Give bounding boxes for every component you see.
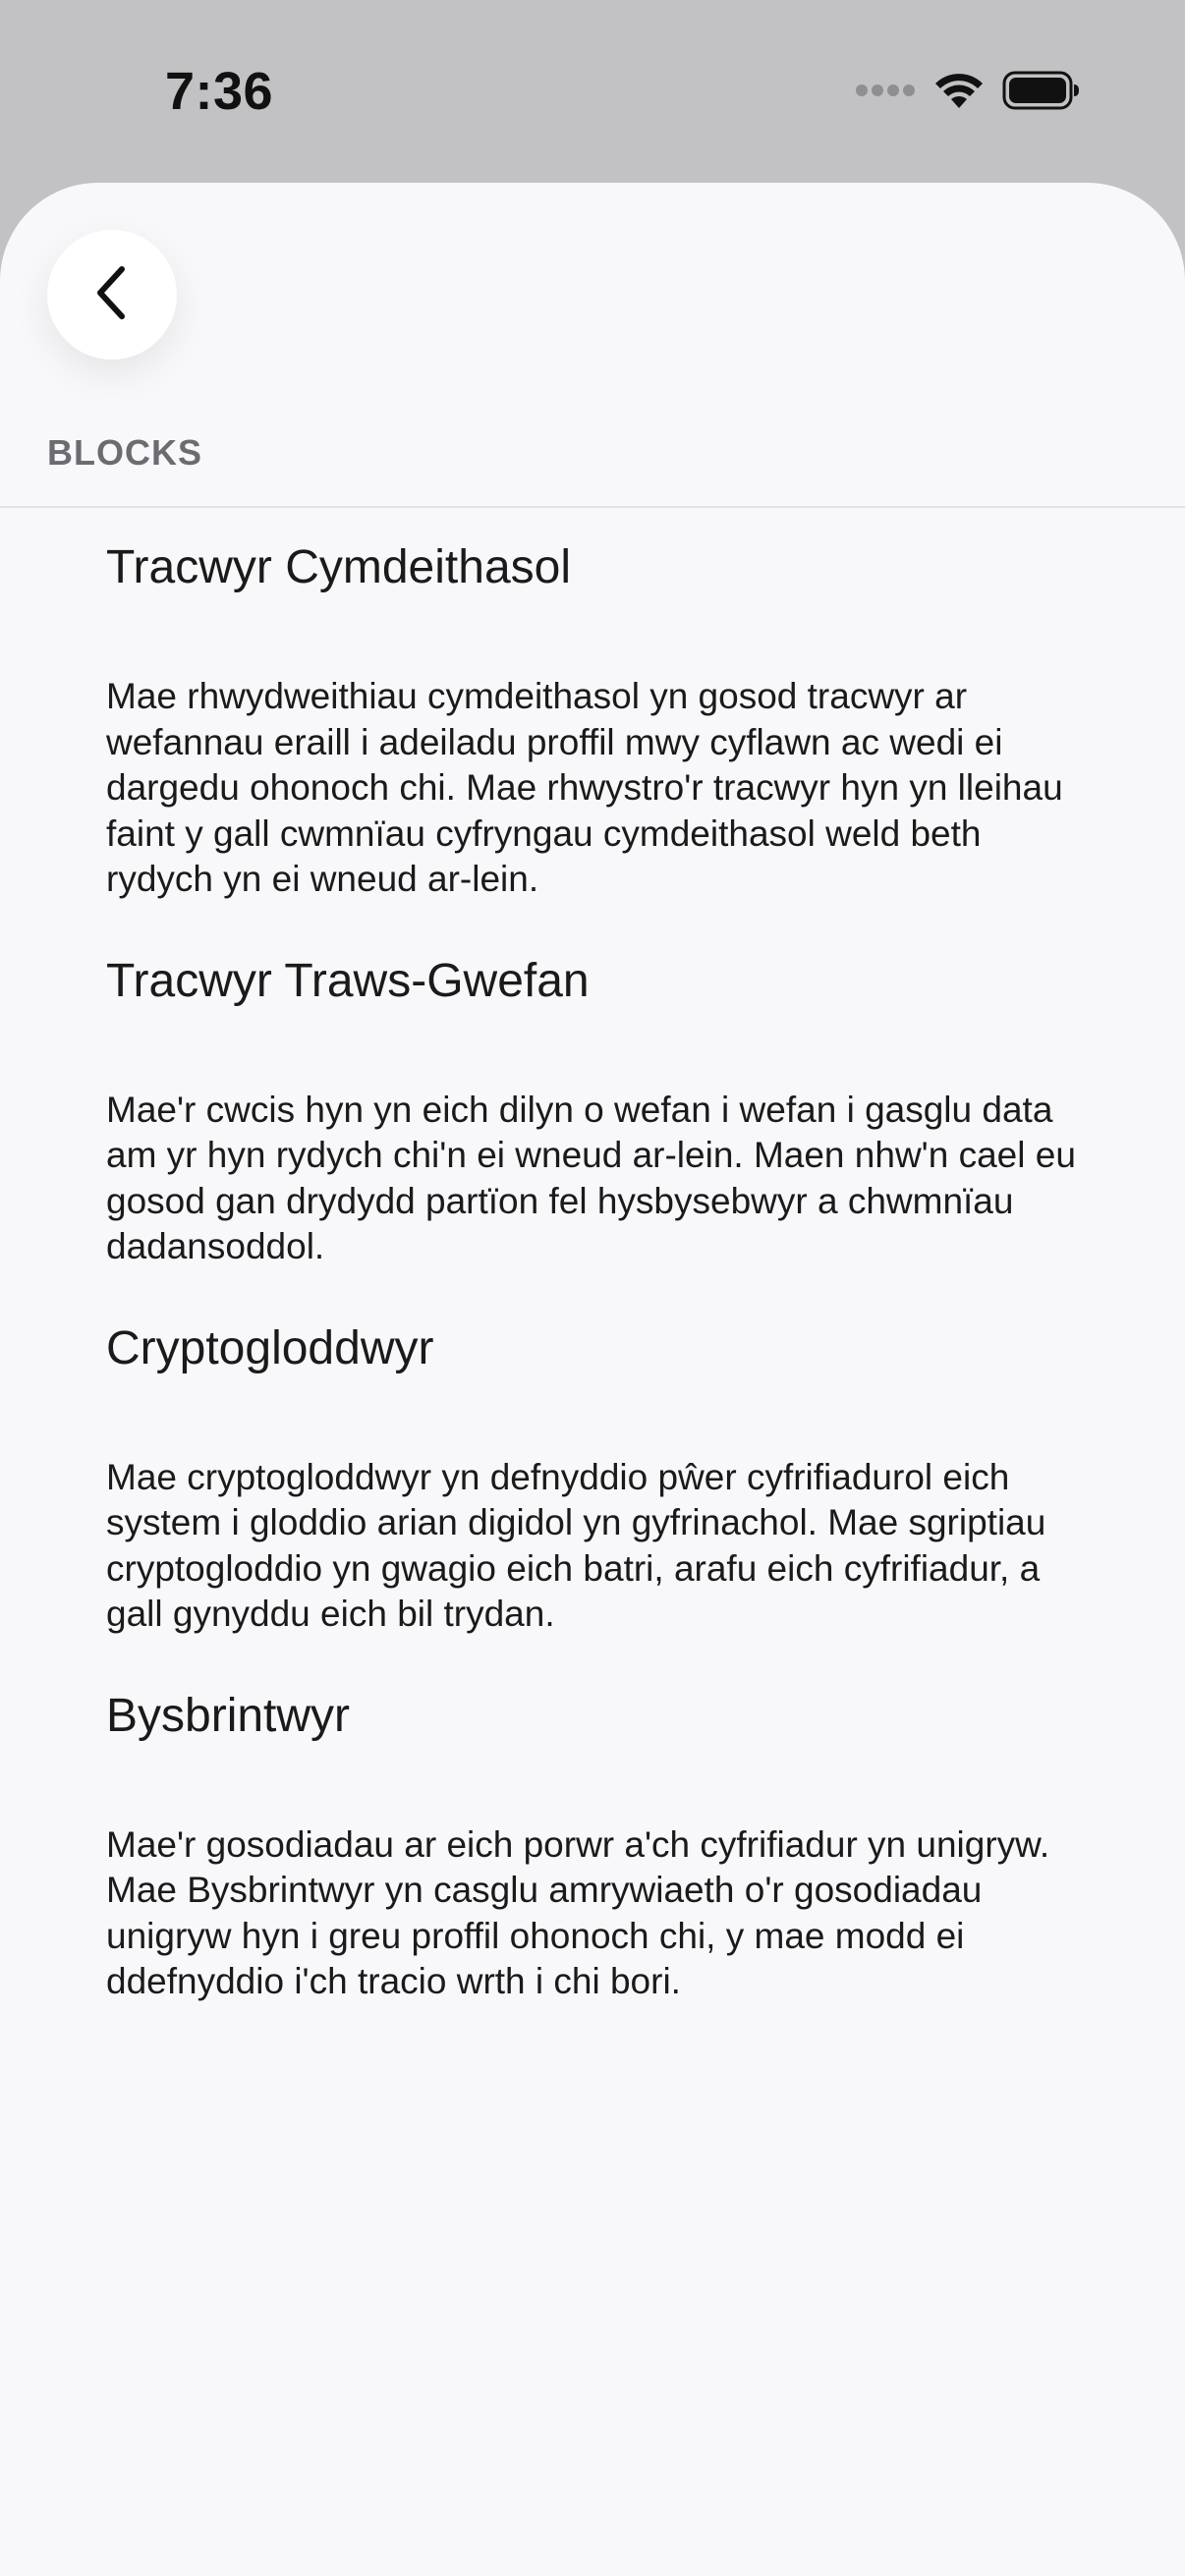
divider <box>0 506 1185 508</box>
status-bar <box>0 0 1185 183</box>
back-button[interactable] <box>47 230 177 360</box>
blocks-sheet <box>0 183 1185 2576</box>
wifi-icon <box>933 71 985 115</box>
battery-icon <box>1002 71 1081 115</box>
block-description: Mae'r cwcis hyn yn eich dilyn o wefan i wefan i gasglu data am yr hyn rydych chi'n ei wneud ar-lein. Maen nhw'n cael eu gosod gan drydydd partïon fel hysbysebwyr a chwmnïau dadansoddol. <box>106 1089 1076 1266</box>
block-description: Mae rhwydweithiau cymdeithasol yn gosod tracwyr ar wefannau eraill i adeiladu proffil mwy cyflawn ac wedi ei dargedu ohonoch chi. Mae rhwystro'r tracwyr hyn yn lleihau faint y gall cwmnïau cyfryngau cymdeithasol weld beth rydych yn ei wneud ar-lein. <box>106 676 1063 899</box>
block-item <box>106 1317 1089 1638</box>
section-header: BLOCKS <box>47 432 202 473</box>
block-item <box>106 1685 1089 2005</box>
block-title: Bysbrintwyr <box>106 1689 351 1742</box>
blocks-list <box>106 536 1089 2052</box>
status-time: 7:36 <box>165 62 274 121</box>
block-item <box>106 950 1089 1270</box>
cellular-signal-icon <box>855 83 916 103</box>
block-title: Tracwyr Cymdeithasol <box>106 541 571 593</box>
status-icons <box>855 71 1081 115</box>
block-title: Cryptogloddwyr <box>106 1321 434 1374</box>
block-title: Tracwyr Traws-Gwefan <box>106 954 590 1007</box>
chevron-left-icon <box>92 263 132 327</box>
block-description: Mae cryptogloddwyr yn defnyddio pŵer cyfrifiadurol eich system i gloddio arian digidol yn gyfrinachol. Mae sgriptiau cryptogloddio yn gwagio eich batri, arafu eich cyfrifiadur, a gall gynyddu eich bil trydan. <box>106 1456 1046 1634</box>
block-description: Mae'r gosodiadau ar eich porwr a'ch cyfrifiadur yn unigryw. Mae Bysbrintwyr yn casglu amrywiaeth o'r gosodiadau unigryw hyn i greu proffil ohonoch chi, y mae modd ei ddefnyddio i'ch tracio wrth i chi bori. <box>106 1823 1050 2001</box>
block-item <box>106 536 1089 903</box>
